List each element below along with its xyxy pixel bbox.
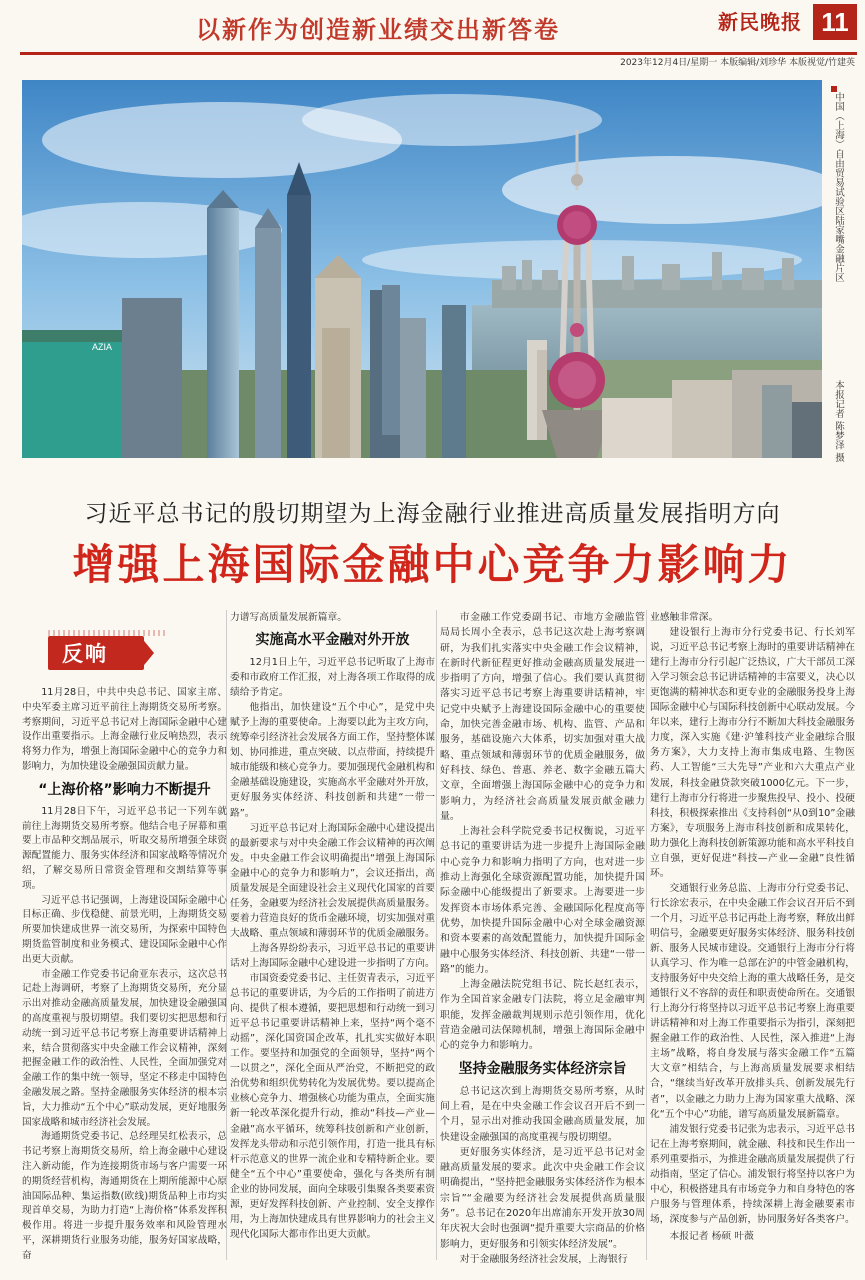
body-paragraph: 海通期货党委书记、总经理吴红松表示，总书记考察上海期货交易所，给上海金融中心建设注入新动能，作为连接期货市场与客户需要一环的期货经营机构，海通期货在上期所能源中心原油国际品种、集运指数(欧线)期货品种上市均实现首单交易，为助力打造“上海价格”体系发挥积极作用。将进一步提升服务效率和风险管理水平，深耕期货行业服务功能，服务好国家战略，奋	[22, 1131, 227, 1261]
body-paragraph: 市国资委党委书记、主任贺青表示，习近平总书记的重要讲话，为今后的工作指明了前进方向、提供了根本遵循，要把思想和行动统一到习近平总书记重要讲话精神上来，坚持“两个毫不动摇”，深化国资国企改革，扎扎实实做好本职工作。要坚持和加强党的全面领导，坚持“两个一以贯之”，深化全面从严治党，不断把党的政治优势和组织优势转化为发展优势。要以提高企业核心竞争力、增强核心功能为重点，全面实施新一轮改革深化提升行动，推动“科技—产业—金融”高水平循环，统筹科技创新和产业创新，发挥龙头带动和示范引领作用，打造一批具有标杆示范意义的世界一流企业和专精特新企业。要健全“五个中心”重要使命，强化与各类所有制企业的协同发展，面向全球吸引集聚各类要素资源，更好发挥科技创新、产业控制、安全支撑作用，为上海加快建成具有世界影响力的社会主义现代化国际大都市作出更大贡献。	[230, 973, 435, 1240]
photo-credit: 本报记者 陈梦泽 摄	[833, 380, 844, 463]
body-paragraph: 上海社会科学院党委书记权衡说，习近平总书记的重要讲话为进一步提升上海国际金融中心竞争力和影响力指明了方向，也对进一步推动上海强化全球资源配置功能，加快提升国际金融中心能级提出了新要求。上海要进一步发挥资本市场体系完善、金融国际化程度高等优势，加快提升国际金融中心对全球金融资源和资本要素的高效配置能力，加快提升国际金融中心服务实体经济、科技创新、共建“一带一路”的能力。	[440, 826, 645, 975]
masthead	[0, 0, 865, 52]
skyline-illustration	[22, 80, 822, 458]
section-badge	[48, 630, 158, 674]
article-column-3	[440, 610, 645, 1267]
body-paragraph: 交通银行业务总监、上海市分行党委书记、行长涂宏表示，在中央金融工作会议召开后不到一个月，习近平总书记再赴上海考察，释放出鲜明信号，金融要更好服务实体经济、服务科技创新、服务人民城市建设。交通银行上海市分行将认真学习、作为唯一总部在沪的中管金融机构，支持服务好中央交给上海的重大战略任务，是交通银行义不容辞的责任和职责使命所在。交通银行上海分行将坚持以习近平总书记考察上海重要讲话精神和对上海工作重要指示为指引，深刻把握金融工作的政治性、人民性，深入推进“上海主场”战略，将自身发展与落实金融工作“五篇大文章”相结合，与上海高质量发展要求相结合，“继续当好改革开放排头兵、创新发展先行者”，以金融之力助力上海为国家重大战略、深化“五个中心”功能，谱写高质量发展新篇章。	[650, 882, 855, 1120]
body-paragraph: 更好服务实体经济，是习近平总书记对金融高质量发展的要求。此次中央金融工作会议明确提出，“坚持把金融服务实体经济作为根本宗旨”“金融要为经济社会发展提供高质量服务”。总书记在2020年出席浦东开发开放30周年庆祝大会时也强调“提升重要大宗商品的价格影响力，更好服务和引领实体经济发展”。	[440, 1146, 645, 1250]
photo-caption: 中国（上海）自由贸易试验区陆家嘴金融片区	[833, 92, 844, 282]
badge-label: 反响	[62, 641, 108, 666]
dateline-text: 2023年12月4日/星期一 本版编辑/刘珍华 本版视觉/竹建英	[620, 58, 855, 68]
article-column-2	[230, 610, 435, 1242]
azia-sign: AZIA	[92, 342, 113, 352]
body-paragraph: 建设银行上海市分行党委书记、行长刘军说，习近平总书记考察上海时的重要讲话精神在建行上海市分行引起广泛热议，广大干部员工深入学习领会总书记讲话精神的丰富要义，决心以更饱满的精神状态和更专业的金融服务投身上海国际金融中心与国际科技创新中心联动发展。今年以来，建行上海市分行不断加大科技金融服务力度，深入实施《建·沪雏科技产业金融综合服务方案》，大力支持上海市集成电路、生物医药、人工智能“三大先导”产业和六大重点产业发展，科技金融贷款突破1000亿元。下一步，建行上海市分行将进一步聚焦投早、投小、投硬科技，积极探索推出《支持科创“从0到10”金融方案》，专项服务上海市科技创新和成果转化，助力强化上海科技创新策源功能和高水平科技自立自强，更好促进“科技—产业—金融”良性循环。	[650, 627, 855, 879]
body-paragraph: 力谱写高质量发展新篇章。	[230, 612, 347, 623]
body-paragraph: 习近平总书记强调，上海建设国际金融中心目标正确、步伐稳健、前景光明，上海期货交易所要加快建成世界一流交易所，为探索中国特色期货监管制度和业务模式、建设国际金融中心作出更大贡献。	[22, 894, 227, 965]
body-paragraph: 对于金融服务经济社会发展，上海银行	[459, 1253, 628, 1265]
body-paragraph: 他指出，加快建设“五个中心”，是党中央赋予上海的重要使命。上海要以此为主攻方向，统筹牵引经济社会发展各方面工作，坚持整体谋划、协同推进，重点突破、以点带面，持续提升城市能级和核心竞争力。要加强现代金融机构和金融基础设施建设，实施高水平金融对外开放，更好服务实体经济、科技创新和共建“一带一路”。	[230, 702, 435, 819]
article-headline: 增强上海国际金融中心竞争力影响力	[72, 540, 793, 589]
article-kicker: 习近平总书记的殷切期望为上海金融行业推进高质量发展指明方向	[84, 501, 781, 527]
body-paragraph: 12月1日上午，习近平总书记听取了上海市委和市政府工作汇报，对上海各项工作取得的成绩给予肯定。	[230, 657, 435, 699]
badge-tail	[140, 636, 154, 670]
article-column-1	[22, 686, 227, 1263]
column-rule	[646, 610, 647, 1260]
subhead-shanghai-price: “上海价格”影响力不断提升	[38, 781, 211, 798]
article-column-4	[650, 610, 855, 1244]
column-rule	[436, 610, 437, 1260]
body-paragraph: 上海各界纷纷表示，习近平总书记的重要讲话对上海国际金融中心建设进一步指明了方向。	[230, 942, 435, 969]
lujiazui-skyline-photo	[22, 80, 822, 458]
newspaper-logo: 新民晚报	[718, 10, 802, 34]
body-paragraph: 市金融工作党委副书记、市地方金融监管局局长周小全表示，总书记这次赴上海考察调研，为我们扎实落实中央金融工作会议精神，在新时代新征程更好推动金融高质量发展进一步指明了方向，增强了信心。我们要认真贯彻落实习近平总书记考察上海重要讲话精神，牢记党中央赋予上海建设国际金融中心的重要使命，加快完善金融市场、机构、监管、产品和服务，基础设施六大体系，切实加强对重大战略、重点领域和薄弱环节的优质金融服务，做好科技、绿色、普惠、养老、数字金融五篇大文章，全面增强上海国际金融中心的竞争力和影响力，为经济社会高质量发展贡献金融力量。	[440, 612, 645, 822]
dateline	[0, 52, 865, 68]
subhead-real-economy: 坚持金融服务实体经济宗旨	[458, 1060, 627, 1077]
body-paragraph: 习近平总书记对上海国际金融中心建设提出的最新要求与对中央金融工作会议精神的再次阐发。中央金融工作会议明确提出“增强上海国际金融中心的竞争力和影响力”，会议还指出，高质量发展是全面建设社会主义现代化国家的首要任务，金融要为经济社会发展提供高质量服务。要着力营造良好的货币金融环境，切实加强对重大战略、重点领域和薄弱环节的优质金融服务。	[230, 822, 435, 939]
body-paragraph: 上海金融法院党组书记、院长赵红表示，作为全国首家金融专门法院，将立足金融审判职能，发挥金融裁判规则示范引领作用，优化营造金融司法保障机制，增强上海国际金融中心的竞争力和影响力。	[440, 979, 645, 1052]
body-paragraph: 11月28日下午，习近平总书记一下列车就前往上海期货交易所考察。他结合电子屏幕和重要上市品种交割品展示，听取交易所增强全球资源配置能力、服务实体经济和国家战略等情况介绍，了解交易所日常资金管理和交割结算等事项。	[22, 805, 227, 891]
intro-paragraph: 11月28日，中共中央总书记、国家主席、中央军委主席习近平前往上海期货交易所考察。考察期间，习近平总书记对上海国际金融中心建设作出重要指示。上海金融行业反响热烈，表示将努力作为，增强上海国际金融中心的竞争力和影响力，为加快建设金融强国贡献力量。	[22, 687, 227, 772]
reporter-byline: 本报记者 杨硕 叶薇	[669, 1230, 754, 1242]
body-paragraph: 市金融工作党委书记俞亚东表示，这次总书记赴上海调研，考察了上海期货交易所，充分显示出对推动金融高质量发展，加快建设金融强国的高度重视与殷切期望。我们要切实把思想和行动统一到习近平总书记考察上海重要讲话精神上来，结合贯彻落实中央金融工作会议精神，深刻把握金融工作的政治性、人民性，全面加强党对金融工作的集中统一领导，坚定不移走中国特色金融发展之路。坚持金融服务实体经济的根本宗旨，大力推动“五个中心”联动发展，更好地服务国家战略和城市经济社会发展。	[22, 968, 227, 1128]
body-paragraph: 业感触非常深。	[650, 612, 719, 623]
body-paragraph: 总书记这次到上海期货交易所考察，从时间上看，是在中央金融工作会议召开后不到一个月，显示出对推动我国金融高质量发展，加快建设金融强国的高度重视与殷切期望。	[440, 1085, 645, 1143]
page-number: 11	[813, 4, 857, 40]
masthead-slogan: 以新作为创造新业绩交出新答卷	[196, 16, 560, 44]
body-paragraph: 浦发银行党委书记张为忠表示，习近平总书记在上海考察期间，就金融、科技和民生作出一系列重要指示，为推进金融高质量发展提供了行动指南，坚定了信心。浦发银行将坚持以客户为中心，积极搭建具有市场竞争力和自身特色的客户服务与管理体系，持续深耕上海金融要素市场，深度参与产品创新，协同服务好各类客户。	[650, 1123, 855, 1225]
subhead-opening-up: 实施高水平金融对外开放	[255, 632, 410, 649]
